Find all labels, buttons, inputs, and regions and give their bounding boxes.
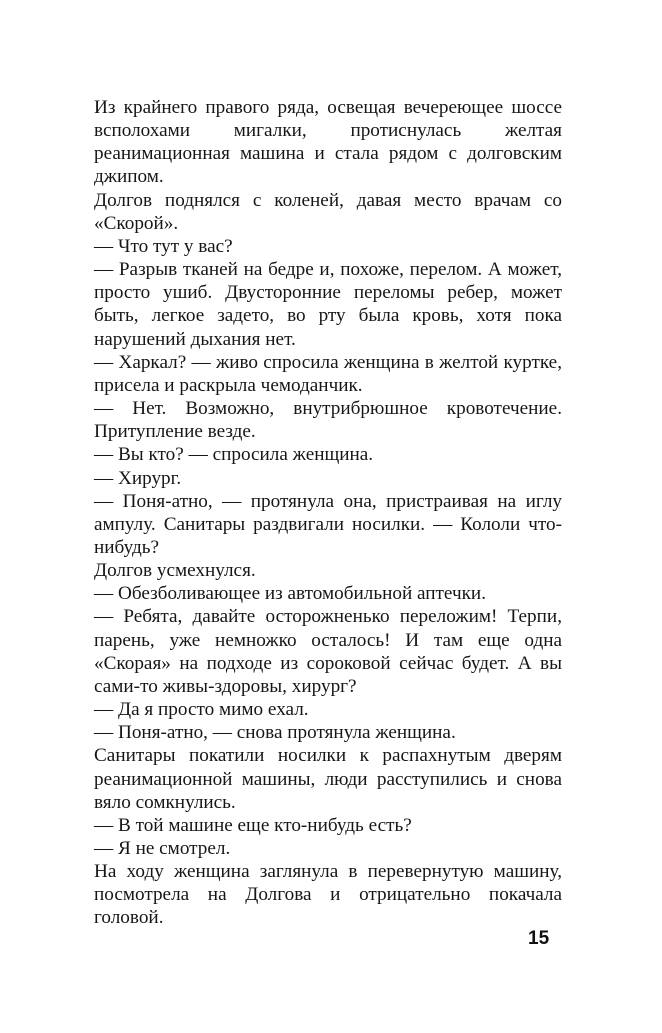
paragraph-1: Из крайнего правого ряда, освещая вечереющее шоссе всполохами мигалки, протиснулась желтая реанимационная машина и стала рядом с долговским джипом.	[94, 97, 562, 188]
paragraph-4: — Разрыв тканей на бедре и, похоже, перелом. А может, просто ушиб. Двусторонние переломы ребер, может быть, легкое задето, во рту была кровь, хотя пока нарушений дыхания нет.	[94, 259, 562, 350]
body-text	[94, 96, 562, 930]
paragraph-7: — Вы кто? — спросила женщина.	[94, 444, 374, 466]
paragraph-18: На ходу женщина заглянула в перевернутую машину, посмотрела на Долгова и отрицательно покачала головой.	[94, 861, 562, 929]
paragraph-6: — Нет. Возможно, внутрибрюшное кровотечение. Притупление везде.	[94, 398, 562, 443]
paragraph-12: — Ребята, давайте осторожненько переложим! Терпи, парень, уже немножко осталось! И там еще одна «Скорая» на подходе из сороковой сейчас будет. А вы сами-то живы-здоровы, хирург?	[94, 606, 562, 697]
paragraph-14: — Поня-атно, — снова протянула женщина.	[94, 722, 456, 744]
paragraph-8: — Хирург.	[94, 467, 182, 489]
paragraph-5: — Харкал? — живо спросила женщина в желтой куртке, присела и раскрыла чемоданчик.	[94, 351, 562, 396]
paragraph-15: Санитары покатили носилки к распахнутым дверям реанимационной машины, люди расступились и снова вяло сомкнулись.	[94, 745, 562, 813]
paragraph-9: — Поня-атно, — протянула она, пристраивая на иглу ампулу. Санитары раздвигали носилки. — Кололи что-нибудь?	[94, 490, 562, 558]
paragraph-17: — Я не смотрел.	[94, 838, 231, 859]
paragraph-16: — В той машине еще кто-нибудь есть?	[94, 814, 412, 836]
paragraph-2: Долгов поднялся с коленей, давая место врачам со «Скорой».	[94, 189, 562, 234]
paragraph-11: — Обезболивающее из автомобильной аптечки.	[94, 583, 487, 605]
paragraph-10: Долгов усмехнулся.	[94, 560, 256, 582]
paragraph-3: — Что тут у вас?	[94, 235, 233, 257]
page-number: 15	[528, 928, 550, 949]
paragraph-13: — Да я просто мимо ехал.	[94, 699, 309, 721]
